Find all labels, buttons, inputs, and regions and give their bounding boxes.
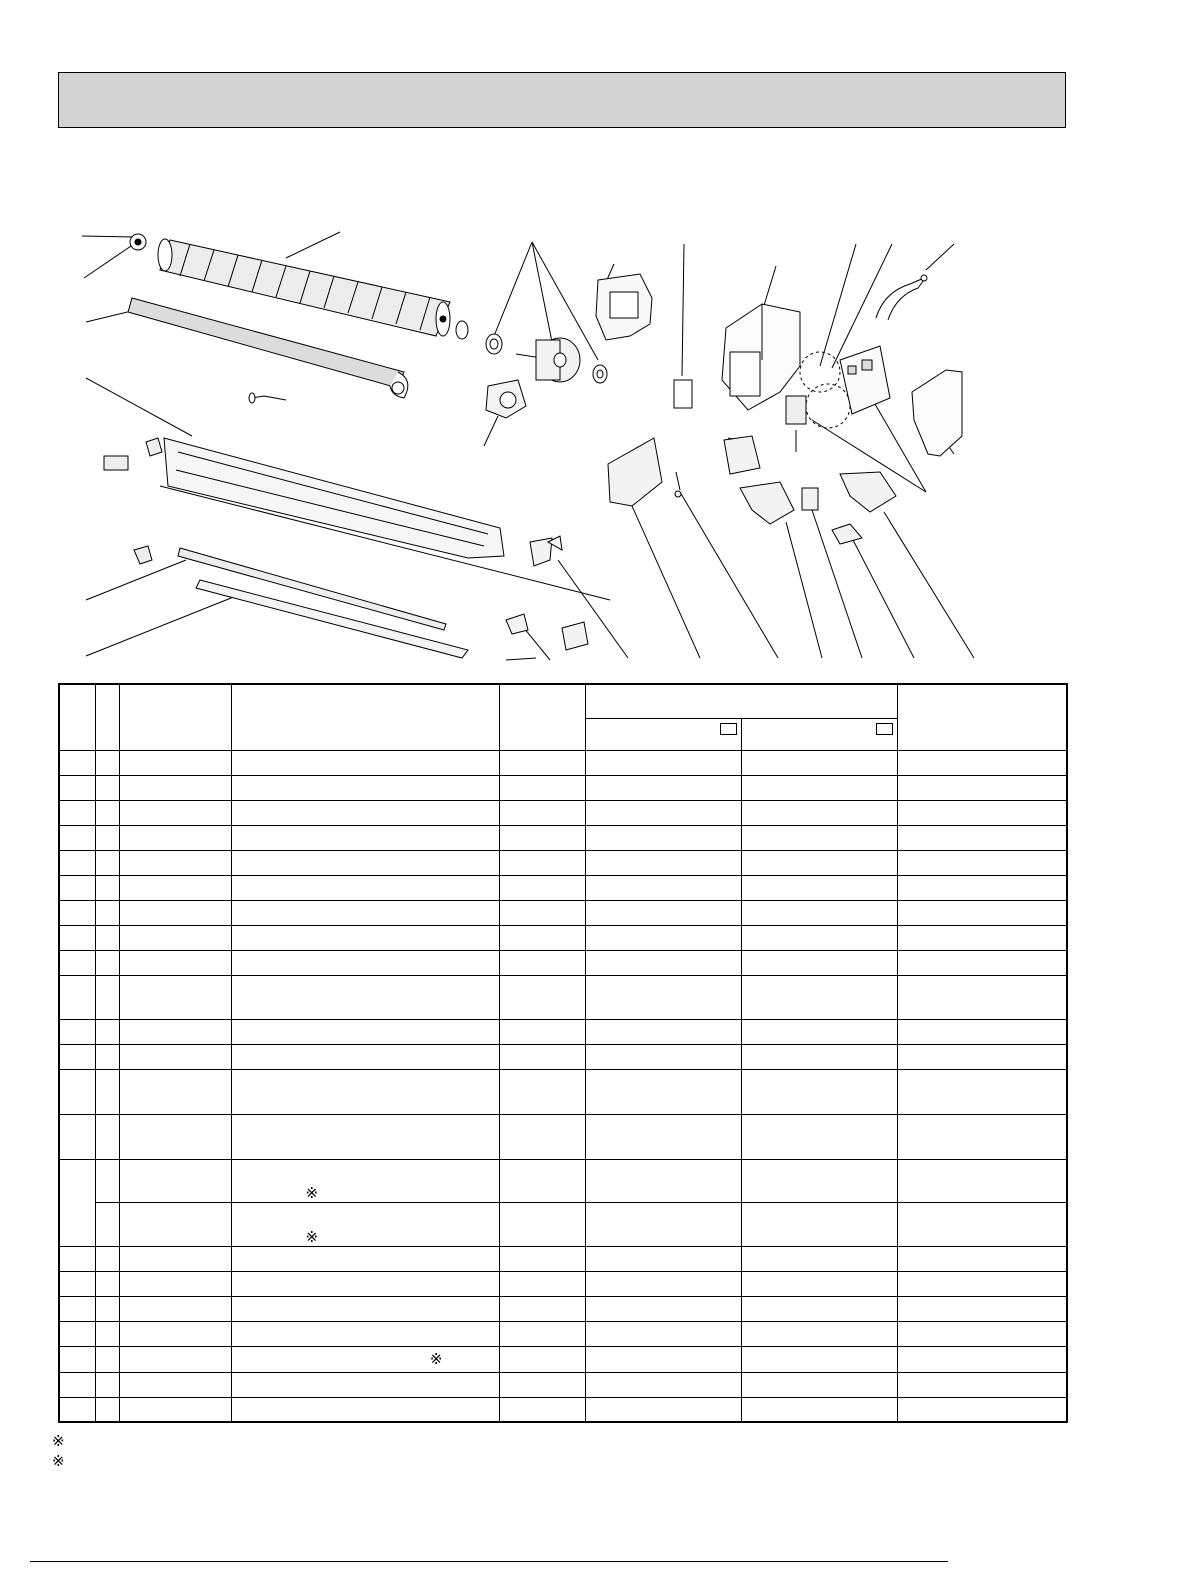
table-row: [59, 1271, 1067, 1296]
motor-holder: [596, 274, 652, 340]
table-row: [59, 750, 1067, 775]
leader-line: [86, 378, 192, 436]
table-header-cell: [741, 718, 897, 750]
table-header-cell: [499, 684, 585, 750]
table-cell-mark: ※: [231, 1159, 499, 1202]
leader-line: [532, 242, 552, 342]
table-row: [59, 975, 1067, 1019]
model-box-mark: [720, 723, 737, 735]
leader-line: [820, 244, 856, 366]
leader-line: [632, 506, 700, 658]
table-row: [59, 925, 1067, 950]
fan-bearing: [130, 234, 146, 250]
footnotes: [52, 1432, 65, 1472]
indoor-board-cover: [674, 380, 692, 408]
leader-line: [884, 512, 974, 658]
table-header-cell: [585, 718, 741, 750]
leader-line: [786, 522, 822, 658]
table-row: [59, 1246, 1067, 1271]
parts-list-table: [58, 683, 1068, 1423]
exploded-parts-diagram: [0, 220, 1196, 680]
leader-line: [286, 232, 340, 258]
table-header-cell: [59, 684, 95, 750]
control-box: [722, 304, 800, 410]
table-row: [59, 1019, 1067, 1044]
nozzle: [164, 438, 504, 558]
model-box-mark: [876, 723, 893, 735]
table-header-cell: [119, 684, 231, 750]
table-row: [59, 875, 1067, 900]
table-row: [59, 1372, 1067, 1397]
lower-parts: [506, 436, 896, 660]
leader-line: [84, 244, 134, 278]
lead-wire: [876, 275, 927, 320]
table-row: [59, 1114, 1067, 1159]
table-row: [59, 1069, 1067, 1114]
horizontal-vane: [178, 548, 468, 658]
terminal-block: [786, 396, 806, 424]
leader-line: [494, 242, 532, 336]
table-row: [59, 825, 1067, 850]
table-header-cell: [585, 684, 897, 718]
table-header-cell: [231, 684, 499, 750]
leader-line: [86, 560, 186, 600]
leader-line: [484, 416, 498, 446]
electronic-control-pcb: [840, 346, 890, 414]
leader-line: [832, 244, 892, 368]
table-row: [59, 1321, 1067, 1346]
table-row: [59, 1044, 1067, 1069]
leader-line: [926, 244, 954, 270]
table-row: [59, 900, 1067, 925]
table-row: [59, 1397, 1067, 1422]
table-row: [59, 850, 1067, 875]
footnote: ※: [52, 1433, 65, 1450]
table-header-row: [59, 684, 1067, 718]
leader-line: [82, 236, 134, 237]
leader-line: [682, 244, 684, 376]
table-row: [59, 1296, 1067, 1321]
table-cell-mark: ※: [231, 1346, 499, 1372]
electrical-box-cover: [912, 370, 962, 456]
page-footer-rule: [30, 1561, 948, 1562]
table-row: [59, 1159, 1067, 1202]
table-header-cell: [95, 684, 119, 750]
table-cell-mark: ※: [231, 1202, 499, 1246]
section-title-bar: [58, 72, 1066, 128]
screw: [249, 393, 264, 403]
table-row: [59, 950, 1067, 975]
leader-line: [852, 538, 914, 658]
table-row: [59, 800, 1067, 825]
table-row: [59, 1202, 1067, 1246]
table-header-cell: [897, 684, 1067, 750]
table-row: [59, 1346, 1067, 1372]
leader-line: [524, 628, 550, 660]
footnote: ※: [52, 1453, 65, 1470]
table-row: [59, 775, 1067, 800]
leader-line: [86, 596, 236, 656]
left-parts: [104, 438, 162, 564]
leader-line: [264, 396, 286, 400]
